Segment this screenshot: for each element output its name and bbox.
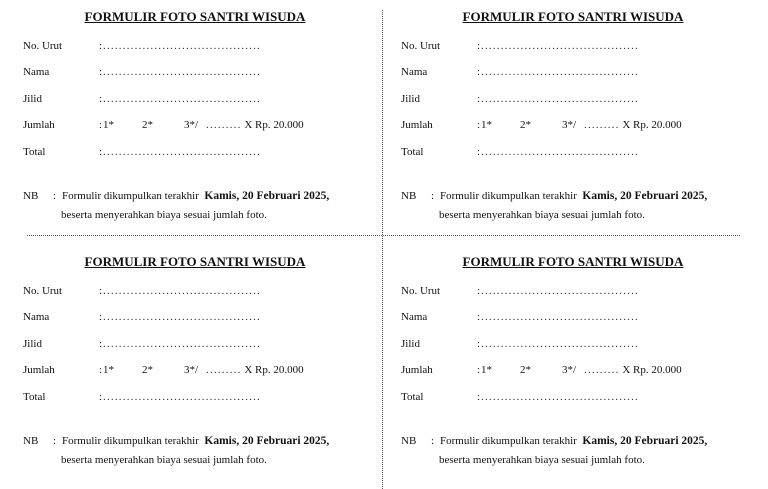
form-title: FORMULIR FOTO SANTRI WISUDA bbox=[84, 254, 306, 269]
field-colon: : bbox=[477, 285, 481, 297]
note-deadline: Kamis, 20 Februari 2025, bbox=[582, 190, 708, 202]
note-deadline: Kamis, 20 Februari 2025, bbox=[204, 435, 330, 447]
field-label: Total bbox=[401, 391, 424, 403]
note-text bbox=[62, 189, 329, 203]
form-title: FORMULIR FOTO SANTRI WISUDA bbox=[462, 9, 684, 24]
field-colon: : bbox=[477, 66, 481, 78]
note-sentence: Formulir dikumpulkan terakhir bbox=[62, 435, 199, 447]
fill-line: ........................................ bbox=[103, 338, 261, 350]
note-colon: : bbox=[431, 190, 435, 202]
note-label: NB bbox=[23, 190, 39, 202]
fill-line: ........................................ bbox=[481, 93, 639, 105]
field-colon: : bbox=[99, 364, 103, 376]
field-colon: : bbox=[99, 66, 103, 78]
field-label: Total bbox=[23, 391, 46, 403]
fill-line: ........................................ bbox=[481, 66, 639, 78]
field-label: Jumlah bbox=[23, 119, 55, 131]
field-label: Jumlah bbox=[23, 364, 55, 376]
note-colon: : bbox=[53, 190, 57, 202]
price: Rp. 20.000 bbox=[255, 364, 304, 376]
note-label: NB bbox=[401, 190, 417, 202]
price-tail bbox=[206, 363, 304, 377]
option-2: 2* bbox=[520, 119, 531, 131]
fill-line: ........................................ bbox=[103, 391, 261, 403]
price-tail bbox=[584, 363, 682, 377]
fill-line: ........................................ bbox=[481, 285, 639, 297]
fill-line: ........................................ bbox=[103, 66, 261, 78]
field-label: Nama bbox=[401, 311, 428, 323]
field-colon: : bbox=[99, 285, 103, 297]
option-1: 1* bbox=[103, 364, 114, 376]
field-colon: : bbox=[99, 146, 103, 158]
note-deadline: Kamis, 20 Februari 2025, bbox=[204, 190, 330, 202]
note-line-2: beserta menyerahkan biaya sesuai jumlah foto. bbox=[439, 454, 645, 466]
note-label: NB bbox=[23, 435, 39, 447]
option-3: 3*/ bbox=[562, 119, 577, 131]
note-line-2: beserta menyerahkan biaya sesuai jumlah foto. bbox=[61, 454, 267, 466]
price: Rp. 20.000 bbox=[633, 119, 682, 131]
note-text bbox=[440, 434, 707, 448]
fill-line: ........................................ bbox=[481, 146, 639, 158]
form-top-right bbox=[401, 0, 761, 230]
option-3: 3*/ bbox=[184, 364, 199, 376]
option-1: 1* bbox=[103, 119, 114, 131]
form-bottom-right bbox=[401, 245, 761, 475]
note-sentence: Formulir dikumpulkan terakhir bbox=[440, 190, 577, 202]
field-label: No. Urut bbox=[401, 285, 441, 297]
field-label: Nama bbox=[401, 66, 428, 78]
note-label: NB bbox=[401, 435, 417, 447]
price: Rp. 20.000 bbox=[255, 119, 304, 131]
note-text bbox=[62, 434, 329, 448]
fill-line: ........................................ bbox=[481, 338, 639, 350]
fill-line: ......... bbox=[584, 364, 620, 376]
option-3: 3*/ bbox=[562, 364, 577, 376]
form-bottom-left bbox=[23, 245, 383, 475]
field-label: Total bbox=[401, 146, 424, 158]
field-colon: : bbox=[99, 119, 103, 131]
multiplier: X bbox=[244, 119, 253, 131]
field-colon: : bbox=[477, 40, 481, 52]
note-text bbox=[440, 189, 707, 203]
fill-line: ......... bbox=[206, 364, 242, 376]
fill-line: ........................................ bbox=[103, 285, 261, 297]
fill-line: ........................................ bbox=[481, 311, 639, 323]
field-label: No. Urut bbox=[23, 285, 63, 297]
field-label: Total bbox=[23, 146, 46, 158]
field-colon: : bbox=[99, 338, 103, 350]
option-1: 1* bbox=[481, 119, 492, 131]
field-colon: : bbox=[477, 338, 481, 350]
field-colon: : bbox=[477, 119, 481, 131]
note-deadline: Kamis, 20 Februari 2025, bbox=[582, 435, 708, 447]
field-colon: : bbox=[477, 311, 481, 323]
option-1: 1* bbox=[481, 364, 492, 376]
multiplier: X bbox=[622, 364, 631, 376]
fill-line: ........................................ bbox=[103, 93, 261, 105]
fill-line: ......... bbox=[206, 119, 242, 131]
note-colon: : bbox=[53, 435, 57, 447]
field-label: Jilid bbox=[401, 93, 420, 105]
field-colon: : bbox=[99, 93, 103, 105]
fill-line: ........................................ bbox=[103, 146, 261, 158]
fill-line: ........................................ bbox=[103, 311, 261, 323]
field-colon: : bbox=[477, 146, 481, 158]
field-label: Jilid bbox=[401, 338, 420, 350]
field-colon: : bbox=[99, 311, 103, 323]
price: Rp. 20.000 bbox=[633, 364, 682, 376]
note-colon: : bbox=[431, 435, 435, 447]
field-label: Nama bbox=[23, 66, 50, 78]
fill-line: ........................................ bbox=[103, 40, 261, 52]
field-colon: : bbox=[477, 364, 481, 376]
field-label: No. Urut bbox=[401, 40, 441, 52]
note-line-2: beserta menyerahkan biaya sesuai jumlah foto. bbox=[439, 209, 645, 221]
note-sentence: Formulir dikumpulkan terakhir bbox=[62, 190, 199, 202]
form-top-left bbox=[23, 0, 383, 230]
price-tail bbox=[584, 118, 682, 132]
field-colon: : bbox=[99, 391, 103, 403]
field-colon: : bbox=[477, 93, 481, 105]
fill-line: ........................................ bbox=[481, 391, 639, 403]
field-colon: : bbox=[477, 391, 481, 403]
option-3: 3*/ bbox=[184, 119, 199, 131]
note-sentence: Formulir dikumpulkan terakhir bbox=[440, 435, 577, 447]
field-label: Nama bbox=[23, 311, 50, 323]
horizontal-cut-line bbox=[27, 235, 740, 236]
option-2: 2* bbox=[142, 119, 153, 131]
field-label: Jilid bbox=[23, 93, 42, 105]
multiplier: X bbox=[622, 119, 631, 131]
note-line-2: beserta menyerahkan biaya sesuai jumlah foto. bbox=[61, 209, 267, 221]
multiplier: X bbox=[244, 364, 253, 376]
field-label: No. Urut bbox=[23, 40, 63, 52]
option-2: 2* bbox=[520, 364, 531, 376]
price-tail bbox=[206, 118, 304, 132]
field-label: Jilid bbox=[23, 338, 42, 350]
field-label: Jumlah bbox=[401, 119, 433, 131]
field-colon: : bbox=[99, 40, 103, 52]
form-title: FORMULIR FOTO SANTRI WISUDA bbox=[84, 9, 306, 24]
fill-line: ......... bbox=[584, 119, 620, 131]
option-2: 2* bbox=[142, 364, 153, 376]
form-title: FORMULIR FOTO SANTRI WISUDA bbox=[462, 254, 684, 269]
field-label: Jumlah bbox=[401, 364, 433, 376]
fill-line: ........................................ bbox=[481, 40, 639, 52]
